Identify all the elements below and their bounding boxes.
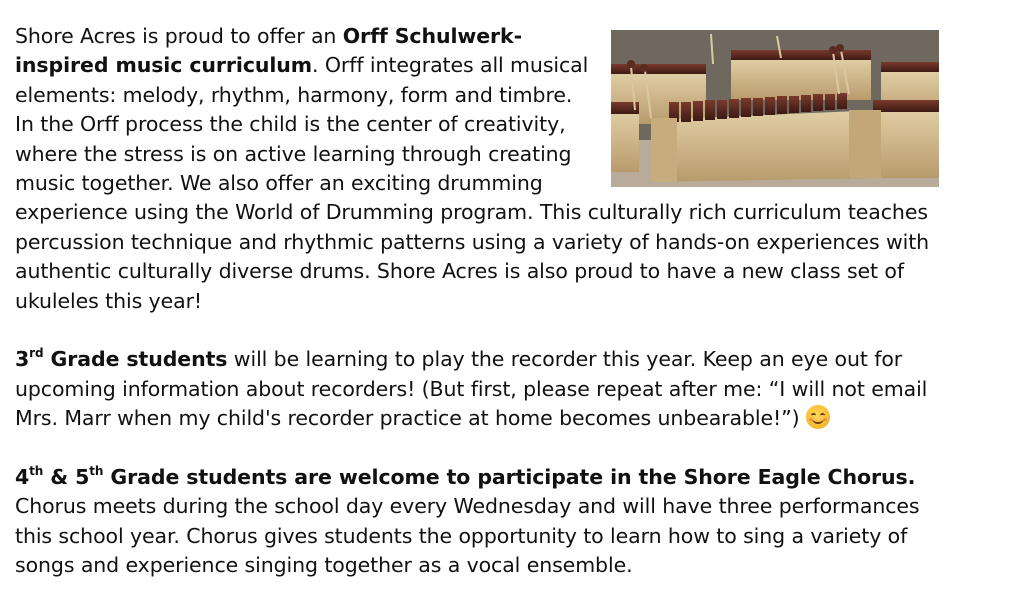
grade-four-suffix: th <box>29 464 44 479</box>
grade-number: 3 <box>15 347 30 372</box>
chorus-paragraph <box>15 463 955 581</box>
grade-suffix: rd <box>29 346 44 361</box>
orff-body: . Orff integrates all musical elements: melody, rhythm, harmony, form and timbre. In the Orff process the child is the center of creativity, where the stress is on active learning through creating music together. We also offer an exciting drumming experience using the World of Drumming program. This culturally rich curriculum teaches percussion technique and rhythmic patterns using a variety of hands-on experiences with authentic culturally diverse drums. Shore Acres is also proud to have a new class set of ukuleles this year! <box>15 53 930 313</box>
grade-four: 4 <box>15 465 30 490</box>
third-grade-heading <box>15 347 227 371</box>
xylophones-photo <box>611 30 939 187</box>
xylophones-illustration <box>611 30 939 187</box>
orff-curriculum-bold: Orff Schulwerk-inspired music curriculum <box>15 24 522 78</box>
recorder-body: will be learning to play the recorder this year. Keep an eye out for upcoming information about recorders! (But first, please repeat after me: “I will not email Mrs. Marr when my child's recorder practice at home becomes unbearable!”) <box>15 347 928 431</box>
chorus-invite: Grade students are welcome to participate in the Shore Eagle Chorus. <box>103 465 916 490</box>
grade-students-label: Grade students <box>43 347 228 372</box>
grade-five-suffix: th <box>89 464 104 479</box>
grade-five: & 5 <box>43 465 90 490</box>
document-body <box>15 22 955 610</box>
recorder-paragraph <box>15 345 955 433</box>
smiling-face-icon <box>806 405 830 429</box>
orff-intro: Shore Acres is proud to offer an <box>15 24 343 48</box>
chorus-body: Chorus meets during the school day every Wednesday and will have three performances this school year. Chorus gives students the opportunity to learn how to sing a variety of songs and experience singing together as a vocal ensemble. <box>15 494 920 578</box>
chorus-heading <box>15 465 915 489</box>
